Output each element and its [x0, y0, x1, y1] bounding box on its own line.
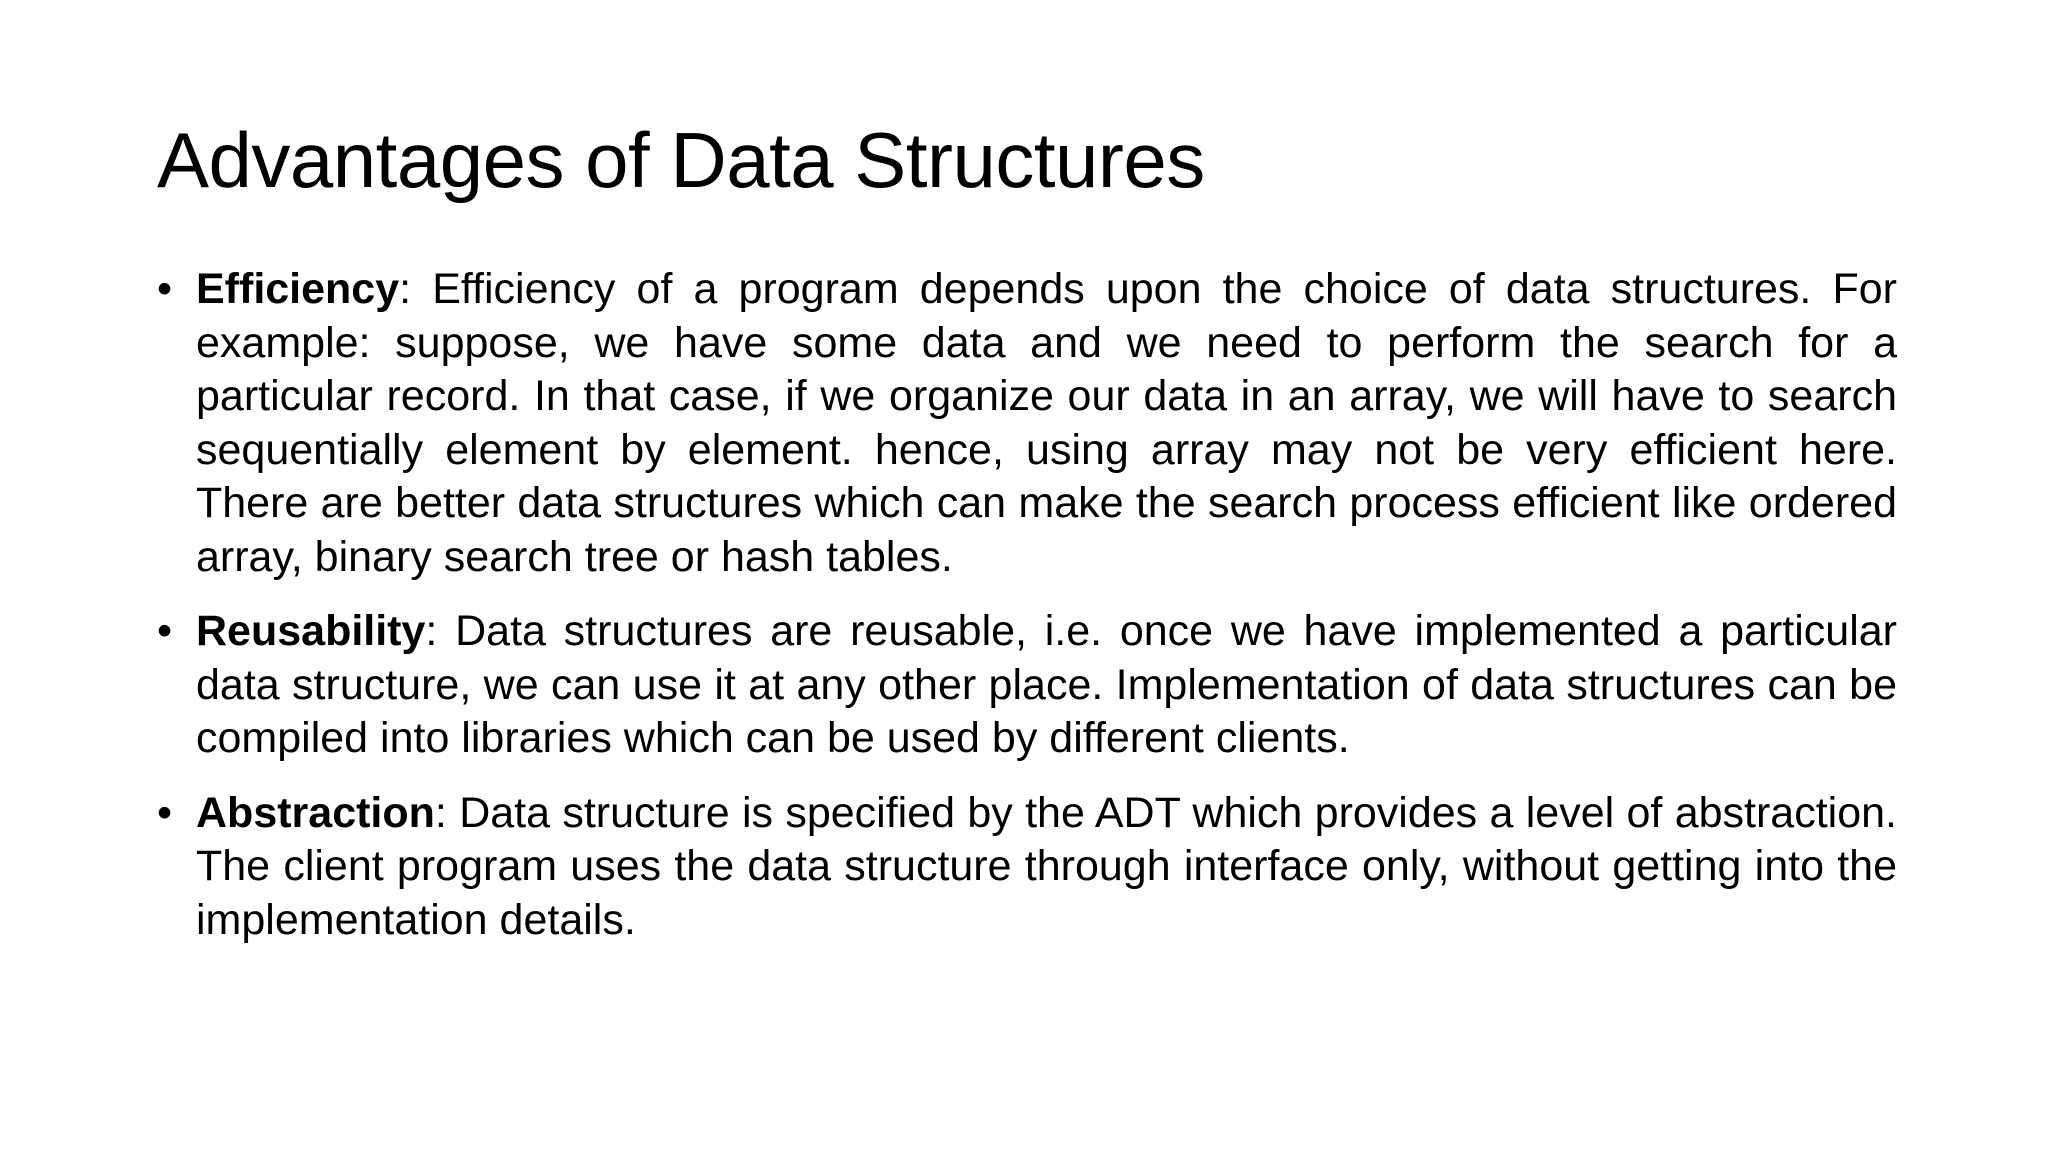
- bullet-item-abstraction: [157, 787, 1897, 948]
- bullet-list: [157, 263, 1897, 968]
- bullet-term: Reusability: [196, 607, 426, 655]
- bullet-text: : Data structures are reusable, i.e. once we have implemented a particular data structure, we can use it at any other place. Implementation of data structures can be compiled into libraries which can be used by different clients.: [196, 607, 1897, 762]
- bullet-dot-icon: •: [157, 265, 173, 313]
- bullet-term: Efficiency: [196, 265, 400, 313]
- bullet-dot-icon: •: [157, 607, 173, 655]
- bullet-item-efficiency: [157, 263, 1897, 584]
- slide-title: Advantages of Data Structures: [157, 116, 1205, 204]
- bullet-text: : Efficiency of a program depends upon the choice of data structures. For example: suppose, we have some data and we need to perform the search for a particular record. In that case, if we organize our data in an array, we will have to search sequentially element by element. hence, using array may not be very efficient here. There are better data structures which can make the search process efficient like ordered array, binary search tree or hash tables.: [196, 265, 1897, 581]
- bullet-term: Abstraction: [196, 788, 435, 837]
- bullet-item-reusability: [157, 605, 1897, 766]
- bullet-dot-icon: •: [157, 788, 173, 837]
- bullet-text: : Data structure is specified by the ADT which provides a level of abstraction. The client program uses the data structure through interface only, without getting into the implementation details.: [196, 788, 1897, 944]
